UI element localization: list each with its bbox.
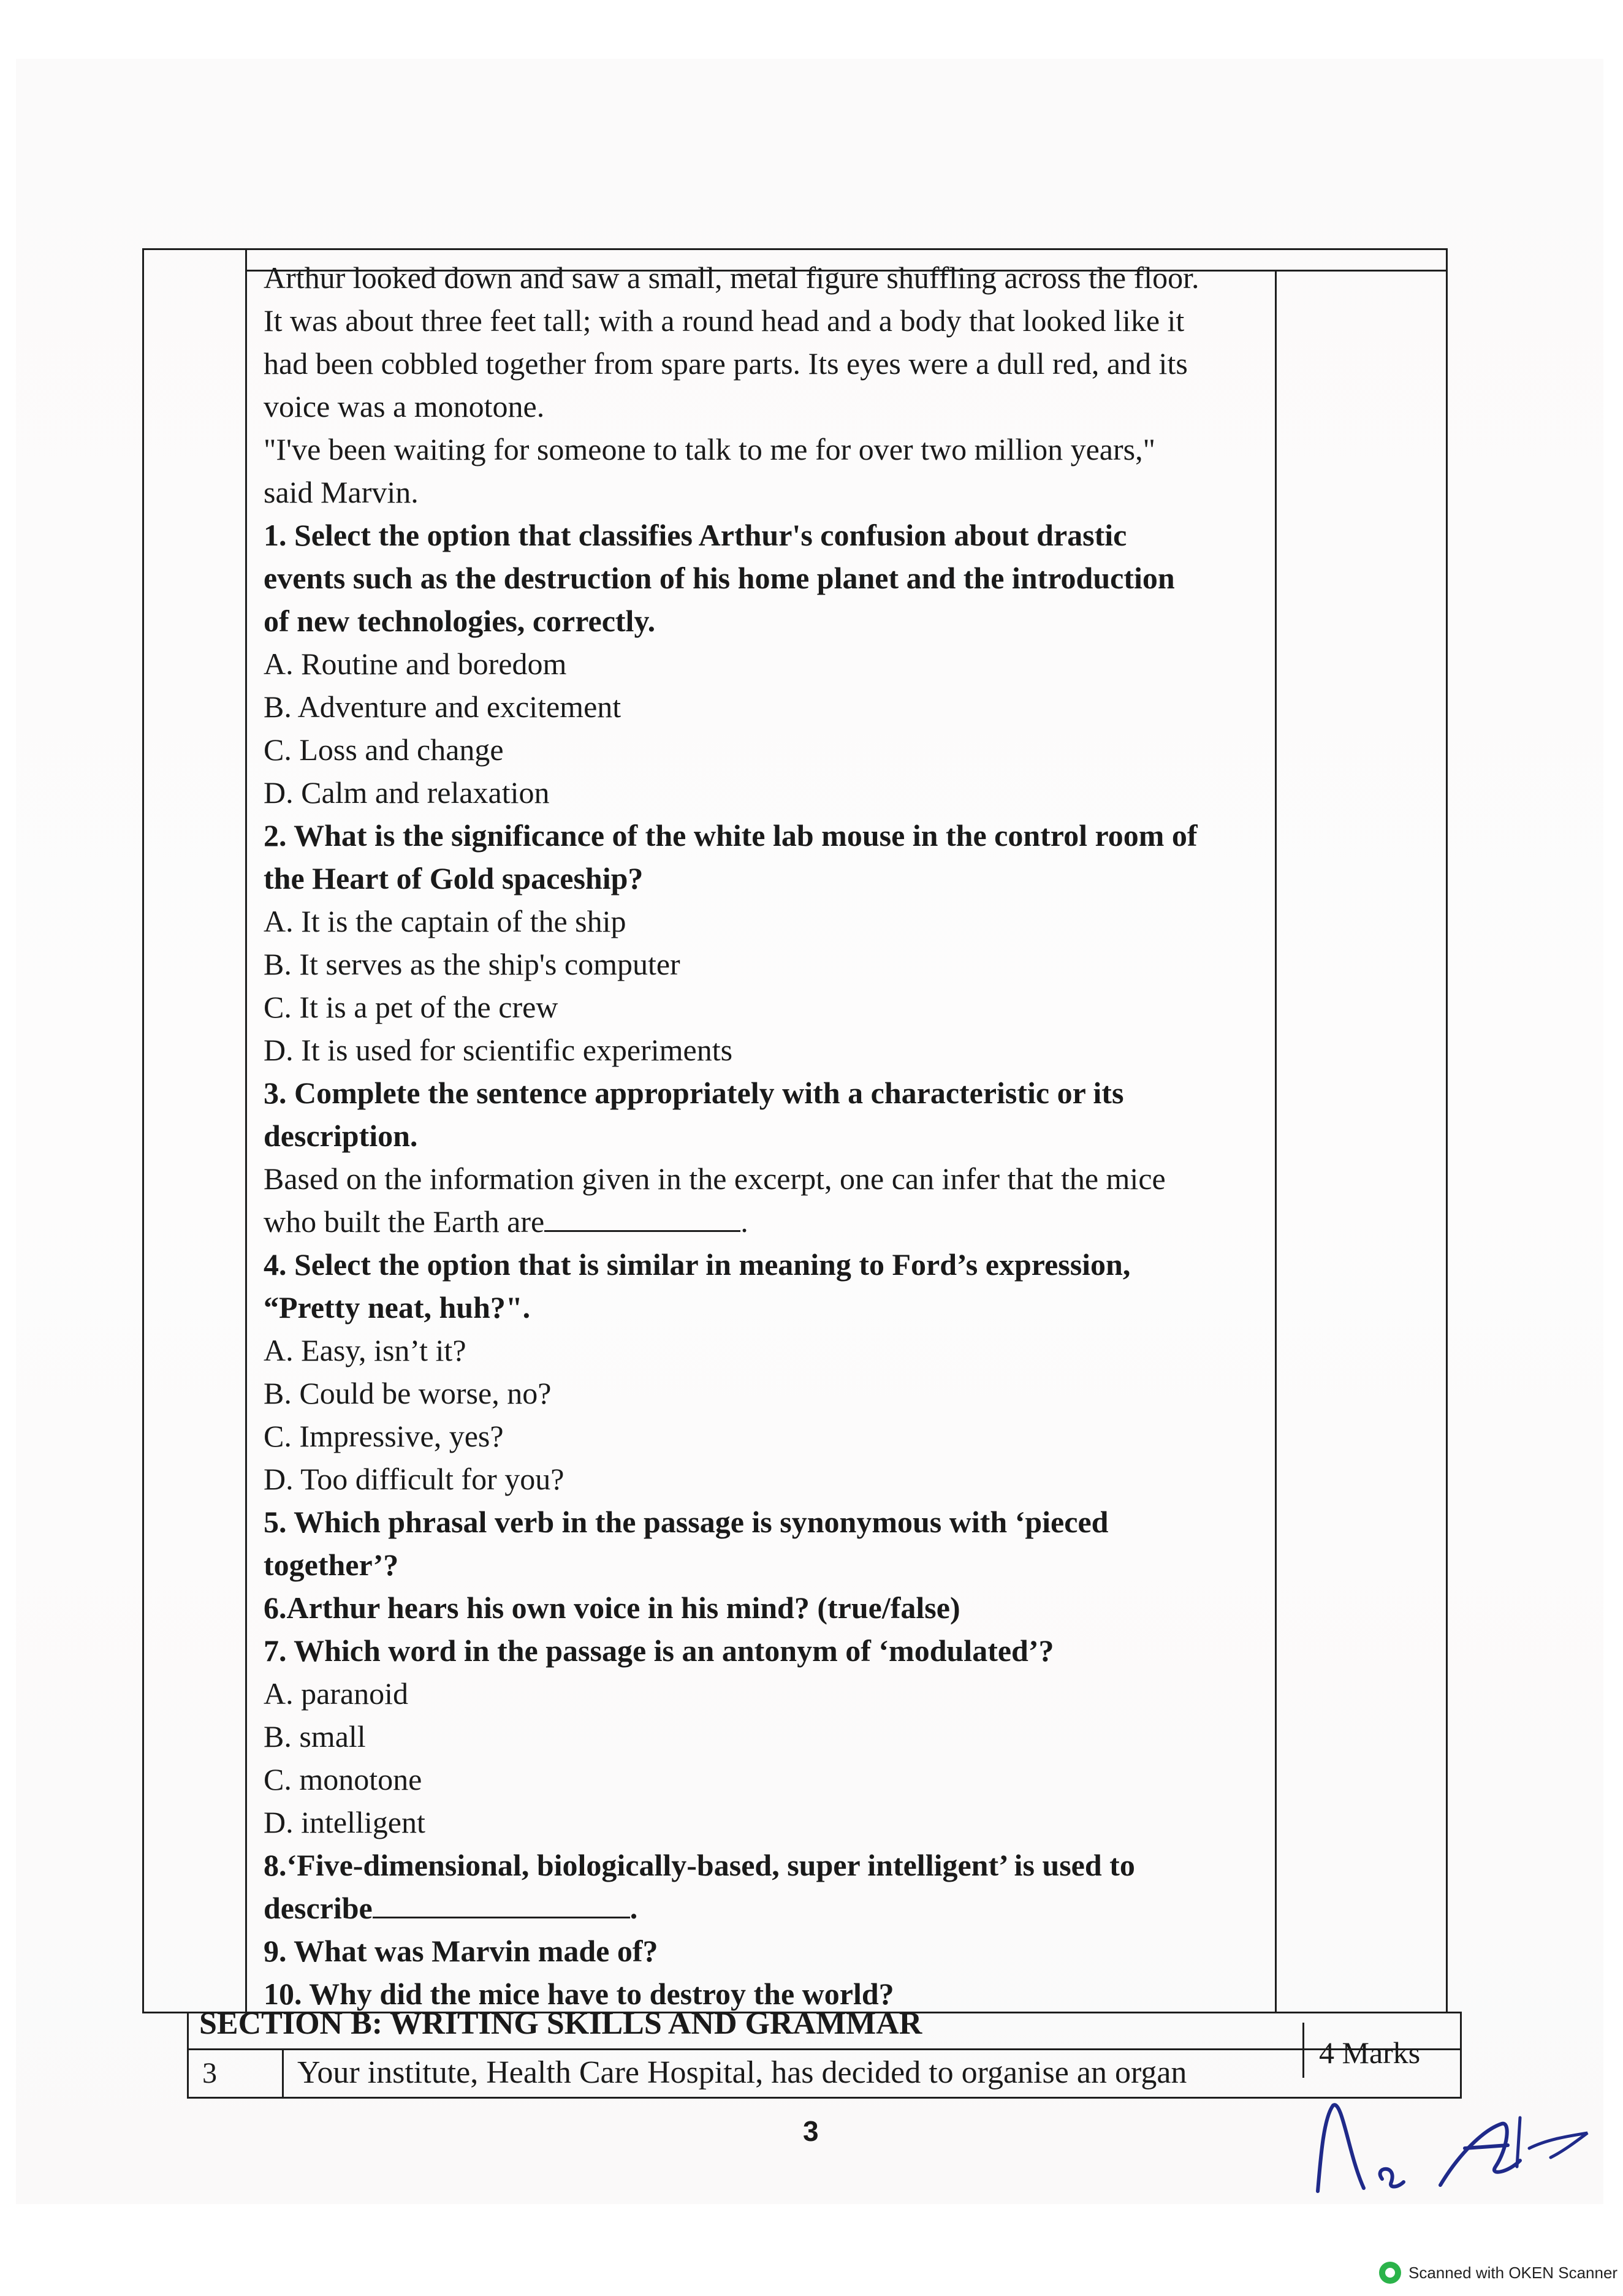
- question-1-option: D. Calm and relaxation: [264, 775, 550, 810]
- section-b-marks-divider: [1302, 2023, 1304, 2078]
- question-5-prompt: together’?: [264, 1548, 399, 1582]
- passage-line: It was about three feet tall; with a round head and a body that looked like it: [264, 303, 1185, 338]
- question-2-option: C. It is a pet of the crew: [264, 990, 558, 1024]
- question-3-body-line: [264, 1200, 1256, 1243]
- question-1-option: B. Adventure and excitement: [264, 690, 621, 724]
- passage-line: had been cobbled together from spare parts. Its eyes were a dull red, and its: [264, 346, 1188, 381]
- question-8-prompt: describe: [264, 1891, 373, 1925]
- question-4-prompt: “Pretty neat, huh?".: [264, 1290, 531, 1325]
- question-1-prompt: 1. Select the option that classifies Arthur's confusion about drastic: [264, 518, 1127, 552]
- section-b-marks: 4 Marks: [1319, 2036, 1421, 2070]
- question-2-prompt: 2. What is the significance of the white lab mouse in the control room of: [264, 818, 1198, 853]
- question-3-body: who built the Earth are: [264, 1204, 545, 1239]
- question-3-prompt: 3. Complete the sentence appropriately with a characteristic or its: [264, 1076, 1124, 1110]
- question-8-prompt: 8.‘Five-dimensional, biologically-based, super intelligent’ is used to: [264, 1848, 1135, 1882]
- question-8-prompt-line: [264, 1887, 1256, 1929]
- question-10-prompt: 10. Why did the mice have to destroy the world?: [264, 1977, 894, 2011]
- question-6-prompt: 6.Arthur hears his own voice in his mind? (true/false): [264, 1591, 960, 1625]
- section-b-title: SECTION B: WRITING SKILLS AND GRAMMAR: [199, 2006, 922, 2041]
- scanner-watermark-text: Scanned with OKEN Scanner: [1408, 2263, 1618, 2282]
- question-8-end: .: [629, 1891, 638, 1925]
- passage-line: Arthur looked down and saw a small, metal figure shuffling across the floor.: [264, 260, 1199, 295]
- question-9-prompt: 9. What was Marvin made of?: [264, 1934, 658, 1968]
- question-2-option: D. It is used for scientific experiments: [264, 1033, 733, 1067]
- handwritten-signature: [1306, 2081, 1600, 2203]
- question-2-option: A. It is the captain of the ship: [264, 904, 626, 938]
- question-3-prompt: description.: [264, 1119, 418, 1153]
- passage-line: voice was a monotone.: [264, 389, 545, 424]
- question-7-prompt: 7. Which word in the passage is an antonym of ‘modulated’?: [264, 1633, 1054, 1668]
- question-2-prompt: the Heart of Gold spaceship?: [264, 861, 644, 895]
- table-left-column-divider: [245, 248, 247, 2013]
- question-4-option: A. Easy, isn’t it?: [264, 1333, 466, 1367]
- section-b-divider: [187, 2048, 1462, 2050]
- question-1-prompt: events such as the destruction of his home planet and the introduction: [264, 561, 1175, 595]
- question-7-option: A. paranoid: [264, 1676, 409, 1711]
- section-b-question-number: 3: [202, 2057, 217, 2089]
- question-1-prompt: of new technologies, correctly.: [264, 604, 656, 638]
- question-3-body: Based on the information given in the excerpt, one can infer that the mice: [264, 1161, 1166, 1196]
- page-number: 3: [803, 2115, 819, 2147]
- section-b-number-divider: [282, 2048, 284, 2099]
- passage-line: said Marvin.: [264, 475, 419, 509]
- question-content: [264, 256, 1256, 2015]
- question-4-option: D. Too difficult for you?: [264, 1462, 564, 1496]
- question-7-option: B. small: [264, 1719, 366, 1754]
- question-4-option: B. Could be worse, no?: [264, 1376, 552, 1410]
- scanner-logo-icon: [1379, 2262, 1401, 2284]
- question-1-option: A. Routine and boredom: [264, 647, 567, 681]
- question-2-option: B. It serves as the ship's computer: [264, 947, 680, 981]
- answer-blank: [544, 1206, 740, 1232]
- answer-blank: [373, 1892, 630, 1918]
- passage-line: "I've been waiting for someone to talk to me for over two million years,": [264, 432, 1156, 466]
- question-7-option: C. monotone: [264, 1762, 422, 1796]
- question-5-prompt: 5. Which phrasal verb in the passage is synonymous with ‘pieced: [264, 1505, 1109, 1539]
- section-b-question-text: Your institute, Health Care Hospital, has decided to organise an organ: [297, 2055, 1187, 2090]
- question-3-end: .: [740, 1204, 748, 1239]
- table-right-column-divider: [1275, 270, 1277, 2013]
- scanner-watermark: [1379, 2262, 1617, 2284]
- question-7-option: D. intelligent: [264, 1805, 425, 1839]
- question-1-option: C. Loss and change: [264, 732, 504, 767]
- question-4-prompt: 4. Select the option that is similar in meaning to Ford’s expression,: [264, 1247, 1131, 1282]
- question-4-option: C. Impressive, yes?: [264, 1419, 504, 1453]
